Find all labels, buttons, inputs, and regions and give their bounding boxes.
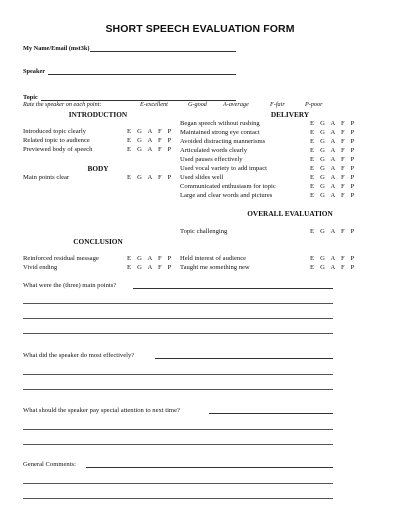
overall-item-label: Taught me something new xyxy=(180,264,250,271)
delivery-item-label: Began speech without rushing xyxy=(180,120,260,127)
intro-item-label: Previewed body of speech xyxy=(23,146,93,153)
rating-key-good: G-good xyxy=(188,101,207,108)
question-most-effective: What did the speaker do most effectively? xyxy=(23,352,135,359)
body-item-label: Main points clear xyxy=(23,174,70,181)
answer-line[interactable] xyxy=(155,358,333,359)
delivery-item-label: Communicated enthusiasm for topic xyxy=(180,183,276,190)
form-title: SHORT SPEECH EVALUATION FORM xyxy=(105,23,295,35)
overall-item-label: Held interest of audience xyxy=(180,255,247,262)
answer-line[interactable] xyxy=(23,318,333,319)
answer-line[interactable] xyxy=(23,303,333,304)
intro-item-label: Related topic to audience xyxy=(23,137,90,144)
delivery-item-label: Used slides well xyxy=(180,174,224,181)
body-item-rating[interactable]: E G A F P xyxy=(127,174,174,181)
delivery-item-label: Maintained strong eye contact xyxy=(180,129,260,136)
general-comments-label: General Comments: xyxy=(23,461,76,468)
delivery-item-label: Used pauses effectively xyxy=(180,156,243,163)
intro-item-rating[interactable]: E G A F P xyxy=(127,146,174,153)
body-heading: BODY xyxy=(87,164,109,173)
overall-item-rating[interactable]: E G A F P xyxy=(310,255,357,262)
delivery-item-rating[interactable]: E G A F P xyxy=(310,120,357,127)
speaker-label: Speaker xyxy=(23,68,46,75)
overall-evaluation-heading: OVERALL EVALUATION xyxy=(247,209,333,218)
delivery-item-rating[interactable]: E G A F P xyxy=(310,165,357,172)
conclusion-item-label: Reinforced residual message xyxy=(23,255,99,262)
comments-line[interactable] xyxy=(86,467,333,468)
introduction-heading: INTRODUCTION xyxy=(68,110,128,119)
name-email-label: My Name/Email (mst3k) xyxy=(23,45,90,52)
intro-item-label: Introduced topic clearly xyxy=(23,128,86,135)
topic-label: Topic xyxy=(23,94,38,101)
overall-item-label: Topic challenging xyxy=(180,228,228,235)
delivery-item-rating[interactable]: E G A F P xyxy=(310,183,357,190)
answer-line[interactable] xyxy=(23,389,333,390)
rating-key-excellent: E-excellent xyxy=(140,101,168,108)
intro-item-rating[interactable]: E G A F P xyxy=(127,128,174,135)
rating-key-fair: F-fair xyxy=(270,101,285,108)
delivery-item-rating[interactable]: E G A F P xyxy=(310,138,357,145)
conclusion-heading: CONCLUSION xyxy=(73,237,123,246)
conclusion-item-rating[interactable]: E G A F P xyxy=(127,255,174,262)
name-email-field[interactable] xyxy=(90,51,236,52)
overall-item-rating[interactable]: E G A F P xyxy=(310,264,357,271)
delivery-item-rating[interactable]: E G A F P xyxy=(310,174,357,181)
rating-prompt: Rate the speaker on each point: xyxy=(23,101,102,108)
conclusion-item-label: Vivid ending xyxy=(23,264,58,271)
rating-key-poor: P-poor xyxy=(305,101,323,108)
speaker-field[interactable] xyxy=(48,74,236,75)
rating-key-average: A-average xyxy=(223,101,249,108)
delivery-item-label: Large and clear words and pictures xyxy=(180,192,273,199)
delivery-item-rating[interactable]: E G A F P xyxy=(310,192,357,199)
delivery-item-rating[interactable]: E G A F P xyxy=(310,129,357,136)
delivery-heading: DELIVERY xyxy=(270,110,310,119)
answer-line[interactable] xyxy=(23,444,333,445)
delivery-item-label: Avoided distracting mannerisms xyxy=(180,138,266,145)
comments-line[interactable] xyxy=(23,498,333,499)
answer-line[interactable] xyxy=(23,374,333,375)
answer-line[interactable] xyxy=(23,333,333,334)
question-main-points: What were the (three) main points? xyxy=(23,282,117,289)
overall-item-rating[interactable]: E G A F P xyxy=(310,228,357,235)
delivery-item-rating[interactable]: E G A F P xyxy=(310,156,357,163)
delivery-item-label: Articulated words clearly xyxy=(180,147,248,154)
delivery-item-label: Used vocal variety to add impact xyxy=(180,165,267,172)
intro-item-rating[interactable]: E G A F P xyxy=(127,137,174,144)
answer-line[interactable] xyxy=(23,429,333,430)
delivery-item-rating[interactable]: E G A F P xyxy=(310,147,357,154)
comments-line[interactable] xyxy=(23,483,333,484)
conclusion-item-rating[interactable]: E G A F P xyxy=(127,264,174,271)
answer-line[interactable] xyxy=(133,288,333,289)
question-special-attention: What should the speaker pay special attention to next time? xyxy=(23,407,180,414)
answer-line[interactable] xyxy=(209,413,333,414)
